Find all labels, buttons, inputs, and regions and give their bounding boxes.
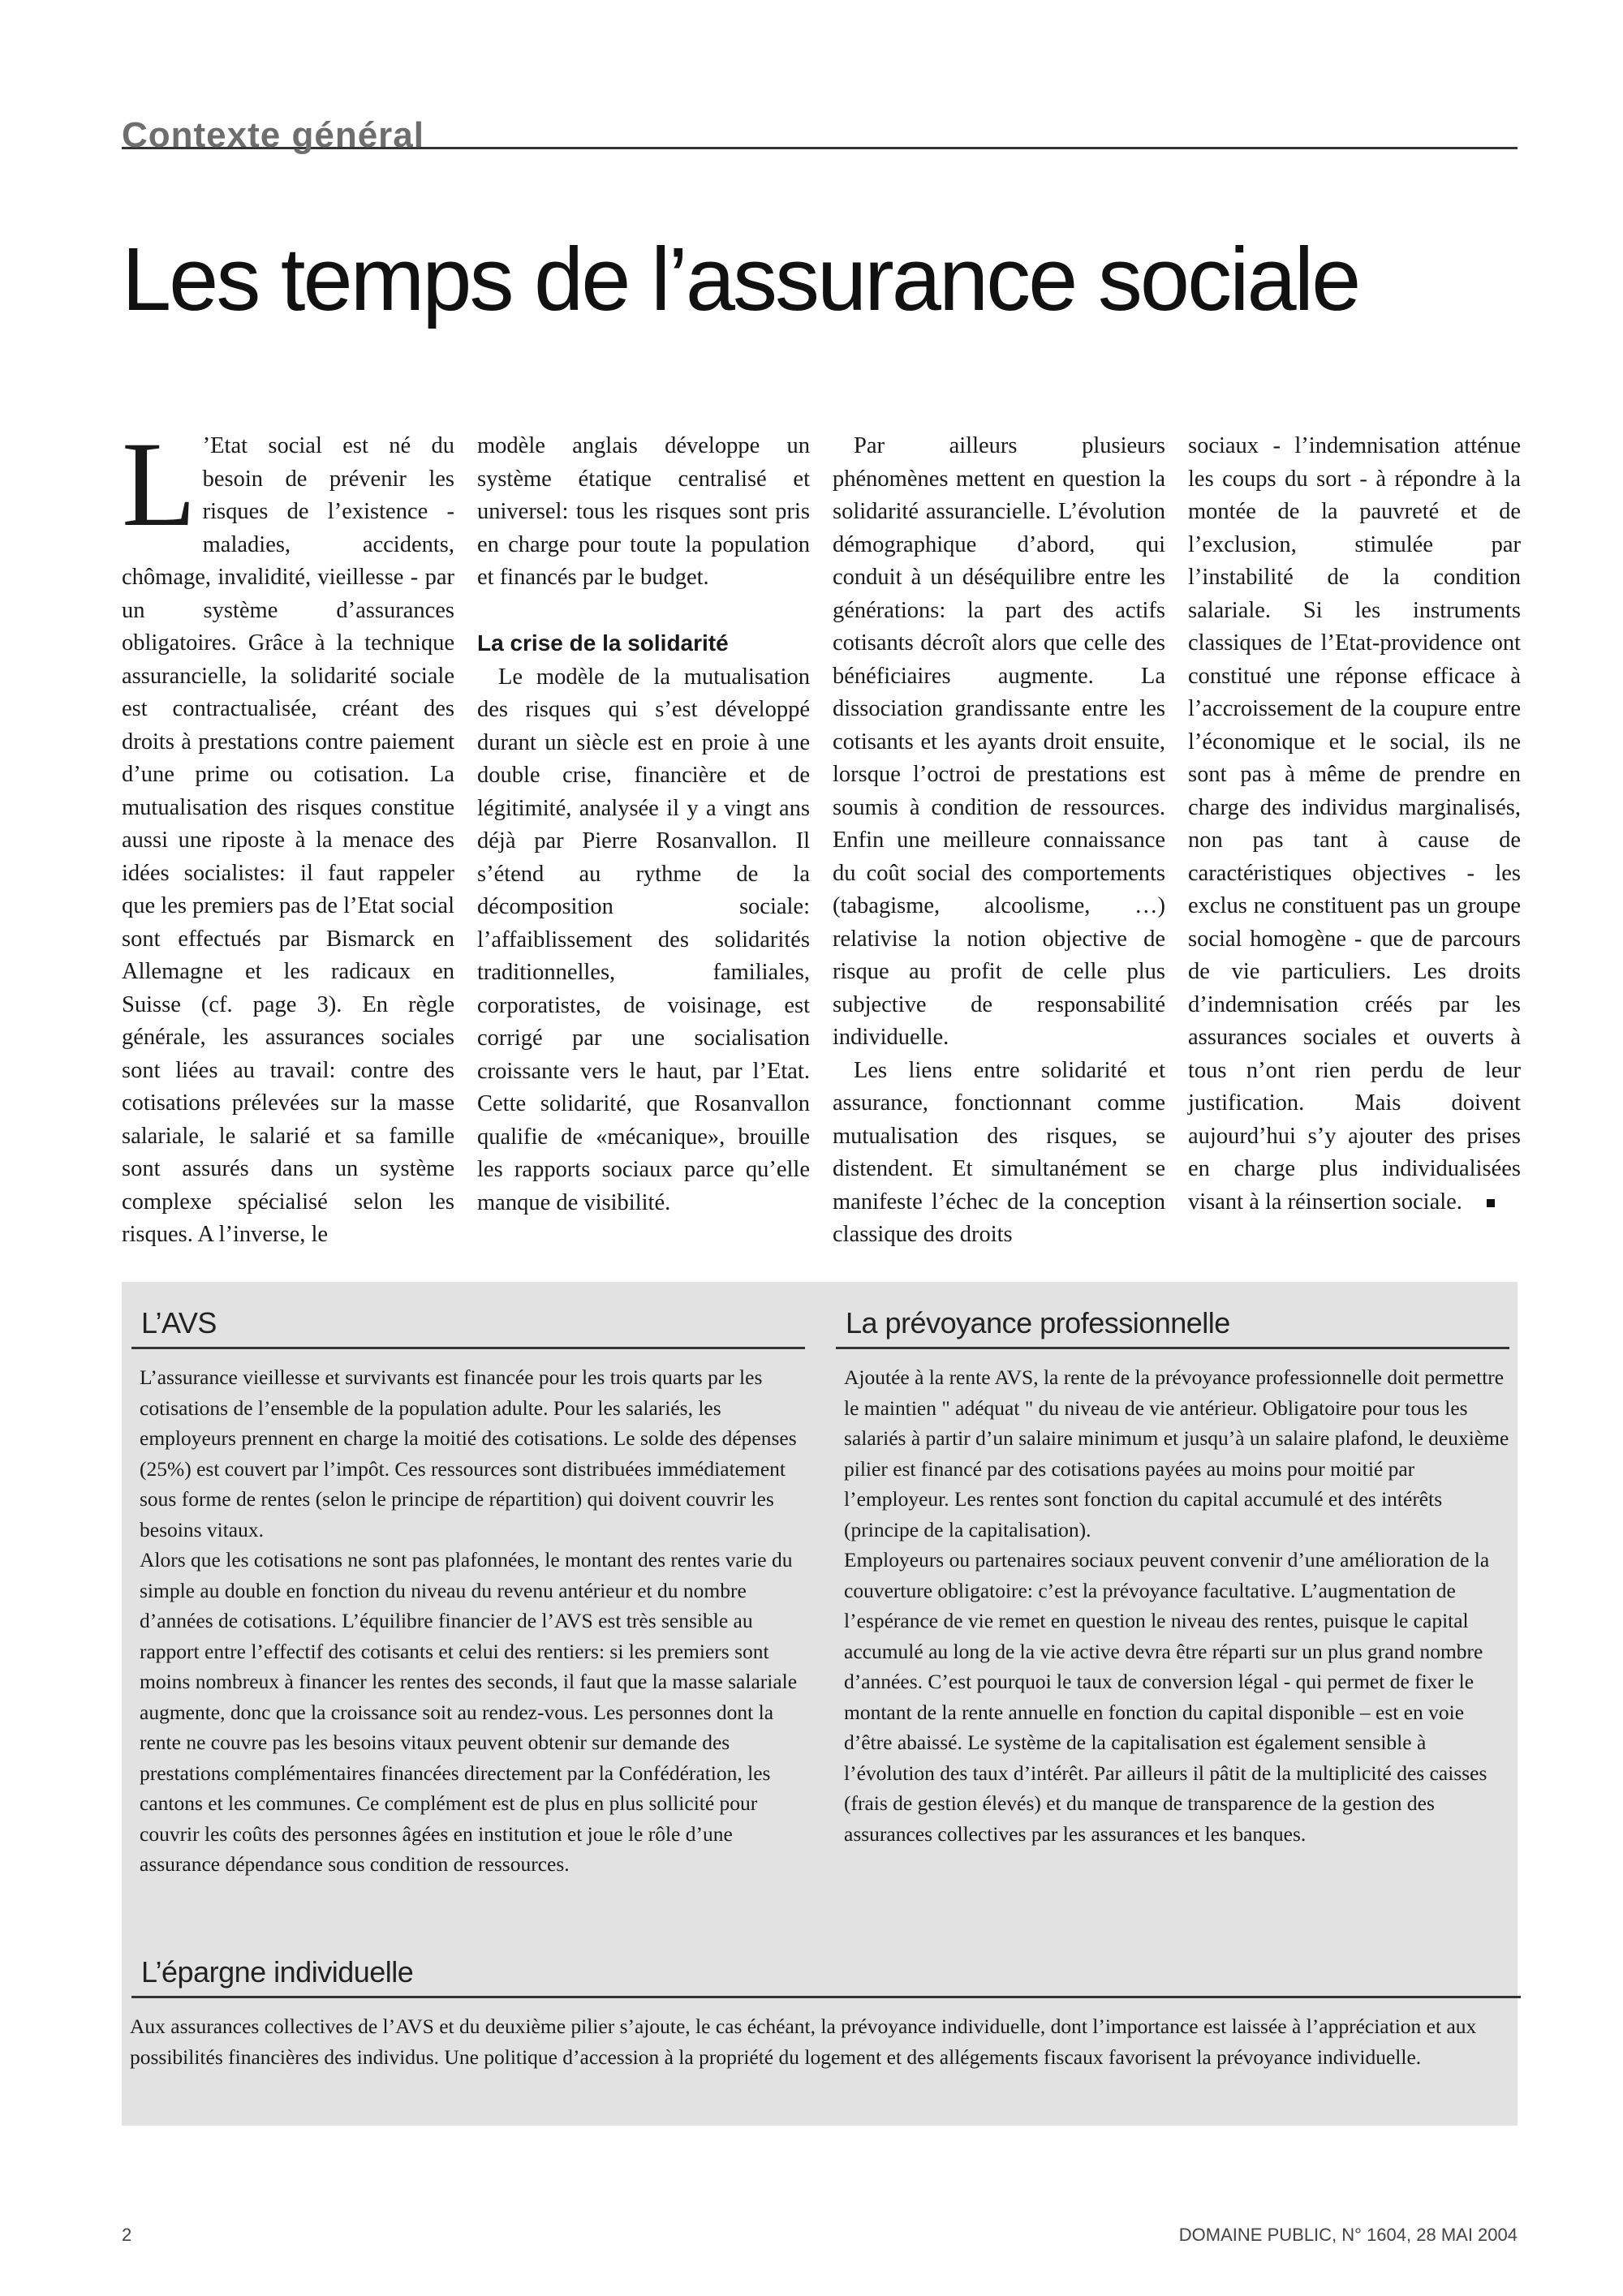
box-avs: [131, 1306, 805, 1880]
article-subheading: La crise de la solidarité: [477, 630, 729, 656]
article-paragraph: modèle anglais développe un système étatique centralisé et universel: tous les risques sont pris en charge pour toute la population et financés par le budget.: [477, 433, 810, 590]
article-paragraph: Par ailleurs plusieurs phénomènes mettent en question la solidarité assurancielle. L’évolution démographique d’abord, qui conduit à un déséquilibre entre les générations: la part des actifs cotisants décroît alors que celle des bénéficiaires augmente. La dissociation grandissante entre les cotisants et les ayants droit ensuite, lorsque l’octroi de prestations est soumis à condition de ressources. Enfin une meilleure connaissance du coût social des comportements (tabagisme, alcoolisme, …) relativise la notion objective de risque au profit de celle plus subjective de responsabilité individuelle.: [833, 433, 1165, 1050]
page-number: 2: [122, 2225, 132, 2245]
sidebar-boxes: [122, 1282, 1518, 2126]
article-column-1: [122, 417, 454, 1252]
article-column-3: [833, 430, 1165, 1252]
box-prevoyance: [836, 1306, 1509, 1849]
box-paragraph: Alors que les cotisations ne sont pas plafonnées, le montant des rentes varie du simple au double en fonction du niveau du revenu antérieur et du nombre d’années de cotisations. L’équilibre financier de l’AVS est très sensible au rapport entre l’effectif des cotisants et celui des rentiers: si les premiers sont moins nombreux à financer les rentes des seconds, il faut que la masse salariale augmente, donc que la croissance soit au rendez-vous. Les personnes dont la rente ne couvre pas les besoins vitaux peuvent obtenir sur demande des prestations complémentaires financées directement par la Confédération, les cantons et les communes. Ce complément est de plus en plus sollicité pour couvrir les coûts des personnes âgées en institution et joue le rôle d’une assurance dépendance sous condition de ressources.: [140, 1548, 798, 1876]
box-paragraph: Employeurs ou partenaires sociaux peuvent convenir d’une amélioration de la couverture obligatoire: c’est la prévoyance facultative. L’augmentation de l’espérance de vie remet en question le niveau des rentes, puisque le capital accumulé au long de la vie active devra être réparti sur un plus grand nombre d’années. C’est pourquoi le taux de conversion légal - qui permet de fixer le montant de la rente annuelle en fonction du capital disponible – est en voie d’être abaissé. Le système de la capitalisation est également sensible à l’évolution des taux d’intérêt. Par ailleurs il pâtit de la multiplicité des caisses (frais de gestion élevés) et du manque de transparence de la gestion des assurances collectives par les assurances et les banques.: [844, 1548, 1490, 1846]
box-title: L’AVS: [131, 1306, 805, 1349]
box-body: [844, 1362, 1513, 1849]
box-title: L’épargne individuelle: [131, 1955, 1521, 1998]
drop-cap: L: [122, 417, 196, 552]
article-text: ’Etat social est né du besoin de prévenir les risques de l’existence - maladies, accidents, chômage, invalidité, vieillesse - par un système d’assurances obligatoires. Grâce à la technique assurancielle, la solidarité sociale est contractualisée, créant des droits à prestations contre paiement d’une prime ou cotisation. La mutualisation des risques constitue aussi une riposte à la menace des idées socialistes: il faut rappeler que les premiers pas de l’Etat social sont effectués par Bismarck en Allemagne et les radicaux en Suisse (cf. page 3). En règle générale, les assurances sociales sont liées au travail: contre des cotisations prélevées sur la masse salariale, le salarié et sa famille sont assurés dans un système complexe spécialisé selon les risques. A l’inverse, le: [122, 433, 454, 1247]
section-label: Contexte général: [122, 115, 424, 155]
article-paragraph: Le modèle de la mutualisation des risques qui s’est développé durant un siècle est en proie à une double crise, financière et de légitimité, analysée il y a vingt ans déjà par Pierre Rosanvallon. Il s’étend au rythme de la décomposition sociale: l’affaiblissement des solidarités traditionnelles, familiales, corporatistes, de voisinage, est corrigé par une socialisation croissante vers le haut, par l’Etat. Cette solidarité, que Rosanvallon qualifie de «mécanique», brouille les rapports sociaux parce qu’elle manque de visibilité.: [477, 664, 810, 1215]
box-paragraph: L’assurance vieillesse et survivants est financée pour les trois quarts par les cotisations de l’ensemble de la population adulte. Pour les salariés, les employeurs prennent en charge la moitié des cotisations. Le solde des dépenses (25%) est couvert par l’impôt. Ces ressources sont distribuées immédiatement sous forme de rentes (selon le principe de répartition) qui doivent couvrir les besoins vitaux.: [140, 1365, 797, 1541]
box-body: [140, 1362, 809, 1880]
article-paragraph: [1188, 430, 1521, 1219]
publication-info: DOMAINE PUBLIC, N° 1604, 28 MAI 2004: [1178, 2225, 1518, 2245]
section-header: [122, 101, 1518, 155]
article-paragraph: Les liens entre solidarité et assurance, fonctionnant comme mutualisation des risques, se distendent. Et simultanément se manifeste l’échec de la conception classique des droits: [833, 1057, 1165, 1247]
article-paragraph: [122, 417, 454, 1252]
article-column-4: [1188, 430, 1521, 1219]
article-column-2: [477, 430, 810, 1219]
box-title: La prévoyance professionnelle: [836, 1306, 1509, 1349]
box-paragraph: Aux assurances collectives de l’AVS et du deuxième pilier s’ajoute, le cas échéant, la prévoyance individuelle, dont l’importance est laissée à l’appréciation et aux possibilités financières des individus. Une politique d’accession à la propriété du logement et des allégements fiscaux favorisent la prévoyance individuelle.: [130, 2014, 1477, 2069]
page-title: Les temps de l’assurance sociale: [122, 230, 1359, 329]
article-text: sociaux - l’indemnisation atténue les coups du sort - à répondre à la montée de la pauvreté et de l’exclusion, stimulée par l’instabilité de la condition salariale. Si les instruments classiques de l’Etat-providence ont constitué une réponse efficace à l’accroissement de la coupure entre l’économique et le social, ils ne sont pas à même de prendre en charge des individus marginalisés, non pas tant à cause de caractéristiques objectives - les exclus ne constituent pas un groupe social homogène - que de parcours de vie particuliers. Les droits d’indemnisation créés par les assurances sociales et ouverts à tous n’ont rien perdu de leur justification. Mais doivent aujourd’hui s’y ajouter des prises en charge plus individualisées visant à la réinsertion sociale.: [1188, 433, 1521, 1215]
end-of-article-mark: [1487, 1199, 1495, 1207]
box-body: [130, 2011, 1513, 2072]
box-paragraph: Ajoutée à la rente AVS, la rente de la prévoyance professionnelle doit permettre le maintien " adéquat " du niveau de vie antérieur. Obligatoire pour tous les salariés à partir d’un salaire minimum et jusqu’à un salaire plafond, le deuxième pilier est financé par des cotisations payées au moins pour moitié par l’employeur. Les rentes sont fonction du capital accumulé et des intérêts (principe de la capitalisation).: [844, 1365, 1509, 1541]
box-epargne: [122, 1955, 1518, 2072]
